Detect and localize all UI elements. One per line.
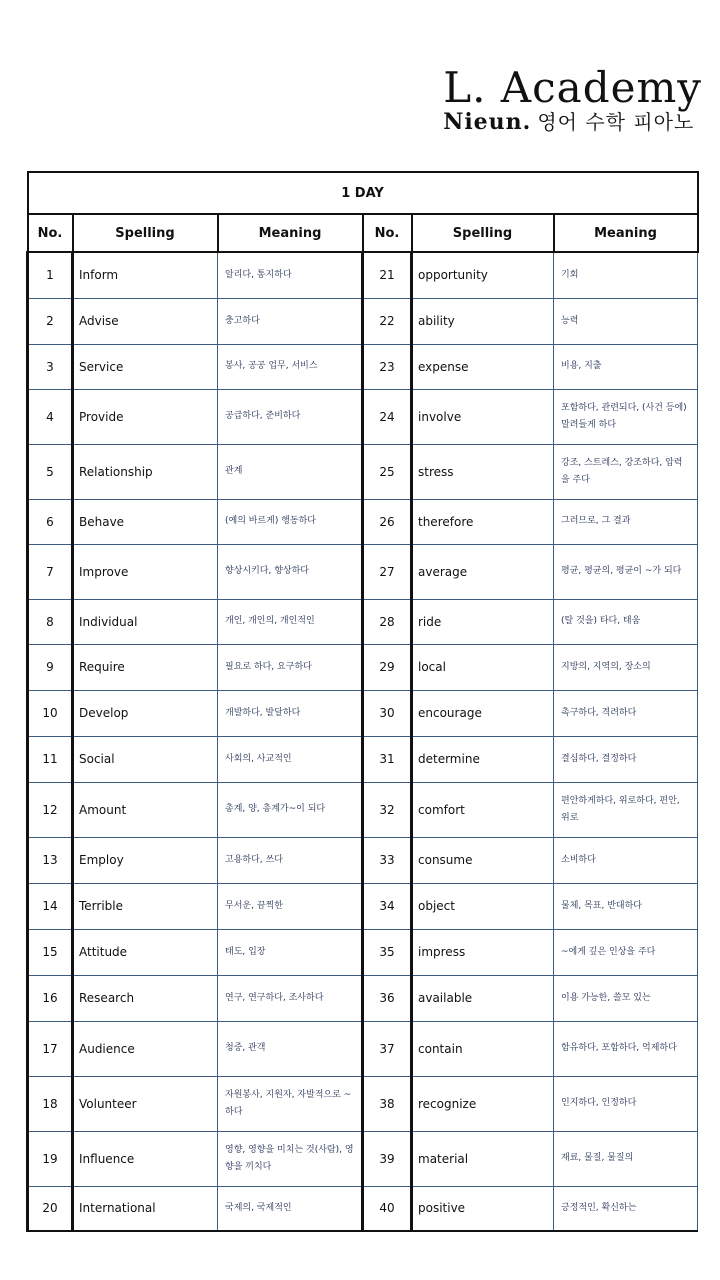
table-row: [28, 599, 698, 644]
word-spelling-left: Require: [73, 644, 218, 690]
row-number-left: 18: [28, 1076, 73, 1131]
word-spelling-left: Improve: [73, 544, 218, 599]
word-meaning-left: 무서운, 끔찍한: [218, 883, 363, 929]
row-number-right: 33: [363, 837, 412, 883]
word-meaning-left: 국제의, 국제적인: [218, 1186, 363, 1231]
word-meaning-right: 편안하게하다, 위로하다, 편안, 위로: [554, 782, 698, 837]
col-header-spelling-right: Spelling: [412, 214, 554, 252]
word-meaning-right: 소비하다: [554, 837, 698, 883]
row-number-left: 6: [28, 499, 73, 544]
word-meaning-right: 기회: [554, 252, 698, 298]
word-spelling-left: Audience: [73, 1021, 218, 1076]
word-spelling-right: encourage: [412, 690, 554, 736]
word-meaning-left: 자원봉사, 지원자, 자발적으로 ~하다: [218, 1076, 363, 1131]
row-number-right: 39: [363, 1131, 412, 1186]
word-spelling-left: Social: [73, 736, 218, 782]
word-meaning-right: 함유하다, 포함하다, 억제하다: [554, 1021, 698, 1076]
word-spelling-right: average: [412, 544, 554, 599]
table-row: [28, 389, 698, 444]
word-spelling-right: impress: [412, 929, 554, 975]
word-spelling-right: consume: [412, 837, 554, 883]
word-meaning-left: 사회의, 사교적인: [218, 736, 363, 782]
word-spelling-right: contain: [412, 1021, 554, 1076]
word-meaning-right: 이용 가능한, 쓸모 있는: [554, 975, 698, 1021]
word-spelling-right: opportunity: [412, 252, 554, 298]
row-number-right: 35: [363, 929, 412, 975]
row-number-right: 30: [363, 690, 412, 736]
word-meaning-left: 공급하다, 준비하다: [218, 389, 363, 444]
row-number-right: 40: [363, 1186, 412, 1231]
row-number-right: 29: [363, 644, 412, 690]
row-number-left: 7: [28, 544, 73, 599]
row-number-left: 20: [28, 1186, 73, 1231]
col-header-spelling-left: Spelling: [73, 214, 218, 252]
logo-nieun: Nieun.: [443, 109, 532, 135]
word-meaning-right: 능력: [554, 298, 698, 344]
word-meaning-left: 알리다, 통지하다: [218, 252, 363, 298]
row-number-right: 32: [363, 782, 412, 837]
table-row: [28, 344, 698, 389]
word-spelling-left: Provide: [73, 389, 218, 444]
col-header-meaning-right: Meaning: [554, 214, 698, 252]
row-number-left: 10: [28, 690, 73, 736]
col-header-meaning-left: Meaning: [218, 214, 363, 252]
word-spelling-right: comfort: [412, 782, 554, 837]
word-spelling-right: recognize: [412, 1076, 554, 1131]
col-header-no-left: No.: [28, 214, 73, 252]
word-meaning-left: 봉사, 공공 업무, 서비스: [218, 344, 363, 389]
row-number-left: 9: [28, 644, 73, 690]
word-meaning-left: 관계: [218, 444, 363, 499]
word-meaning-right: 물체, 목표, 반대하다: [554, 883, 698, 929]
row-number-left: 3: [28, 344, 73, 389]
table-row: [28, 1076, 698, 1131]
word-meaning-right: 평균, 평균의, 평균이 ~가 되다: [554, 544, 698, 599]
row-number-left: 2: [28, 298, 73, 344]
row-number-left: 5: [28, 444, 73, 499]
word-meaning-right: 포함하다, 관련되다, (사건 등에) 말려들게 하다: [554, 389, 698, 444]
word-spelling-left: Employ: [73, 837, 218, 883]
row-number-right: 38: [363, 1076, 412, 1131]
table-row: [28, 1186, 698, 1231]
word-spelling-left: Individual: [73, 599, 218, 644]
word-spelling-right: local: [412, 644, 554, 690]
table-row: [28, 690, 698, 736]
row-number-right: 31: [363, 736, 412, 782]
table-row: [28, 644, 698, 690]
row-number-left: 1: [28, 252, 73, 298]
word-spelling-right: expense: [412, 344, 554, 389]
word-spelling-left: Behave: [73, 499, 218, 544]
row-number-right: 37: [363, 1021, 412, 1076]
word-meaning-left: 충고하다: [218, 298, 363, 344]
table-row: [28, 883, 698, 929]
academy-logo: [443, 63, 702, 135]
table-row: [28, 736, 698, 782]
word-spelling-left: Relationship: [73, 444, 218, 499]
table-row: [28, 544, 698, 599]
row-number-right: 27: [363, 544, 412, 599]
col-header-no-right: No.: [363, 214, 412, 252]
row-number-left: 19: [28, 1131, 73, 1186]
word-meaning-right: 긍정적인, 확신하는: [554, 1186, 698, 1231]
word-spelling-right: available: [412, 975, 554, 1021]
word-meaning-right: 촉구하다, 격려하다: [554, 690, 698, 736]
word-spelling-right: determine: [412, 736, 554, 782]
row-number-left: 16: [28, 975, 73, 1021]
word-spelling-right: stress: [412, 444, 554, 499]
word-spelling-right: ride: [412, 599, 554, 644]
word-meaning-left: 개인, 개인의, 개인적인: [218, 599, 363, 644]
word-meaning-left: (예의 바르게) 행동하다: [218, 499, 363, 544]
row-number-left: 17: [28, 1021, 73, 1076]
row-number-left: 15: [28, 929, 73, 975]
word-spelling-left: Advise: [73, 298, 218, 344]
word-meaning-left: 청중, 관객: [218, 1021, 363, 1076]
row-number-left: 14: [28, 883, 73, 929]
row-number-left: 12: [28, 782, 73, 837]
word-meaning-right: (탈 것을) 타다, 태움: [554, 599, 698, 644]
word-meaning-left: 연구, 연구하다, 조사하다: [218, 975, 363, 1021]
word-meaning-right: 비용, 지출: [554, 344, 698, 389]
word-meaning-left: 향상시키다, 향상하다: [218, 544, 363, 599]
table-row: [28, 1131, 698, 1186]
logo-title: L. Academy: [443, 63, 702, 112]
row-number-right: 23: [363, 344, 412, 389]
table-body: [28, 252, 698, 1231]
logo-subjects: 영어 수학 피아노: [537, 110, 695, 134]
row-number-right: 24: [363, 389, 412, 444]
table-row: [28, 252, 698, 298]
word-spelling-right: therefore: [412, 499, 554, 544]
word-spelling-right: positive: [412, 1186, 554, 1231]
row-number-right: 25: [363, 444, 412, 499]
word-meaning-right: ~에게 깊은 인상을 주다: [554, 929, 698, 975]
word-meaning-right: 지방의, 지역의, 장소의: [554, 644, 698, 690]
table-row: [28, 1021, 698, 1076]
table-row: [28, 837, 698, 883]
word-meaning-left: 개발하다, 발달하다: [218, 690, 363, 736]
word-spelling-left: Attitude: [73, 929, 218, 975]
word-meaning-right: 강조, 스트레스, 강조하다, 압력을 주다: [554, 444, 698, 499]
table-row: [28, 782, 698, 837]
word-meaning-left: 필요로 하다, 요구하다: [218, 644, 363, 690]
word-meaning-right: 재료, 물질, 물질의: [554, 1131, 698, 1186]
word-spelling-right: object: [412, 883, 554, 929]
word-meaning-right: 그러므로, 그 결과: [554, 499, 698, 544]
word-spelling-right: involve: [412, 389, 554, 444]
table-row: [28, 975, 698, 1021]
word-meaning-right: 인지하다, 인정하다: [554, 1076, 698, 1131]
word-spelling-left: Service: [73, 344, 218, 389]
word-meaning-right: 결심하다, 결정하다: [554, 736, 698, 782]
word-spelling-right: material: [412, 1131, 554, 1186]
header-row: [28, 214, 698, 252]
word-spelling-left: Volunteer: [73, 1076, 218, 1131]
word-spelling-left: International: [73, 1186, 218, 1231]
word-meaning-left: 총계, 양, 총계가~이 되다: [218, 782, 363, 837]
word-meaning-left: 태도, 입장: [218, 929, 363, 975]
word-meaning-left: 영향, 영향을 미치는 것(사람), 영향을 끼치다: [218, 1131, 363, 1186]
row-number-left: 13: [28, 837, 73, 883]
table-row: [28, 444, 698, 499]
word-spelling-left: Amount: [73, 782, 218, 837]
table-row: [28, 499, 698, 544]
row-number-left: 4: [28, 389, 73, 444]
word-spelling-left: Inform: [73, 252, 218, 298]
word-spelling-left: Research: [73, 975, 218, 1021]
row-number-right: 21: [363, 252, 412, 298]
row-number-right: 34: [363, 883, 412, 929]
logo-subtitle: [443, 110, 702, 134]
word-spelling-left: Develop: [73, 690, 218, 736]
row-number-right: 36: [363, 975, 412, 1021]
word-spelling-right: ability: [412, 298, 554, 344]
word-meaning-left: 고용하다, 쓰다: [218, 837, 363, 883]
row-number-left: 8: [28, 599, 73, 644]
table-row: [28, 298, 698, 344]
row-number-right: 22: [363, 298, 412, 344]
row-number-right: 28: [363, 599, 412, 644]
vocabulary-table: [26, 171, 699, 1232]
row-number-left: 11: [28, 736, 73, 782]
word-spelling-left: Terrible: [73, 883, 218, 929]
row-number-right: 26: [363, 499, 412, 544]
table-row: [28, 929, 698, 975]
word-spelling-left: Influence: [73, 1131, 218, 1186]
table-title: 1 DAY: [28, 172, 698, 214]
